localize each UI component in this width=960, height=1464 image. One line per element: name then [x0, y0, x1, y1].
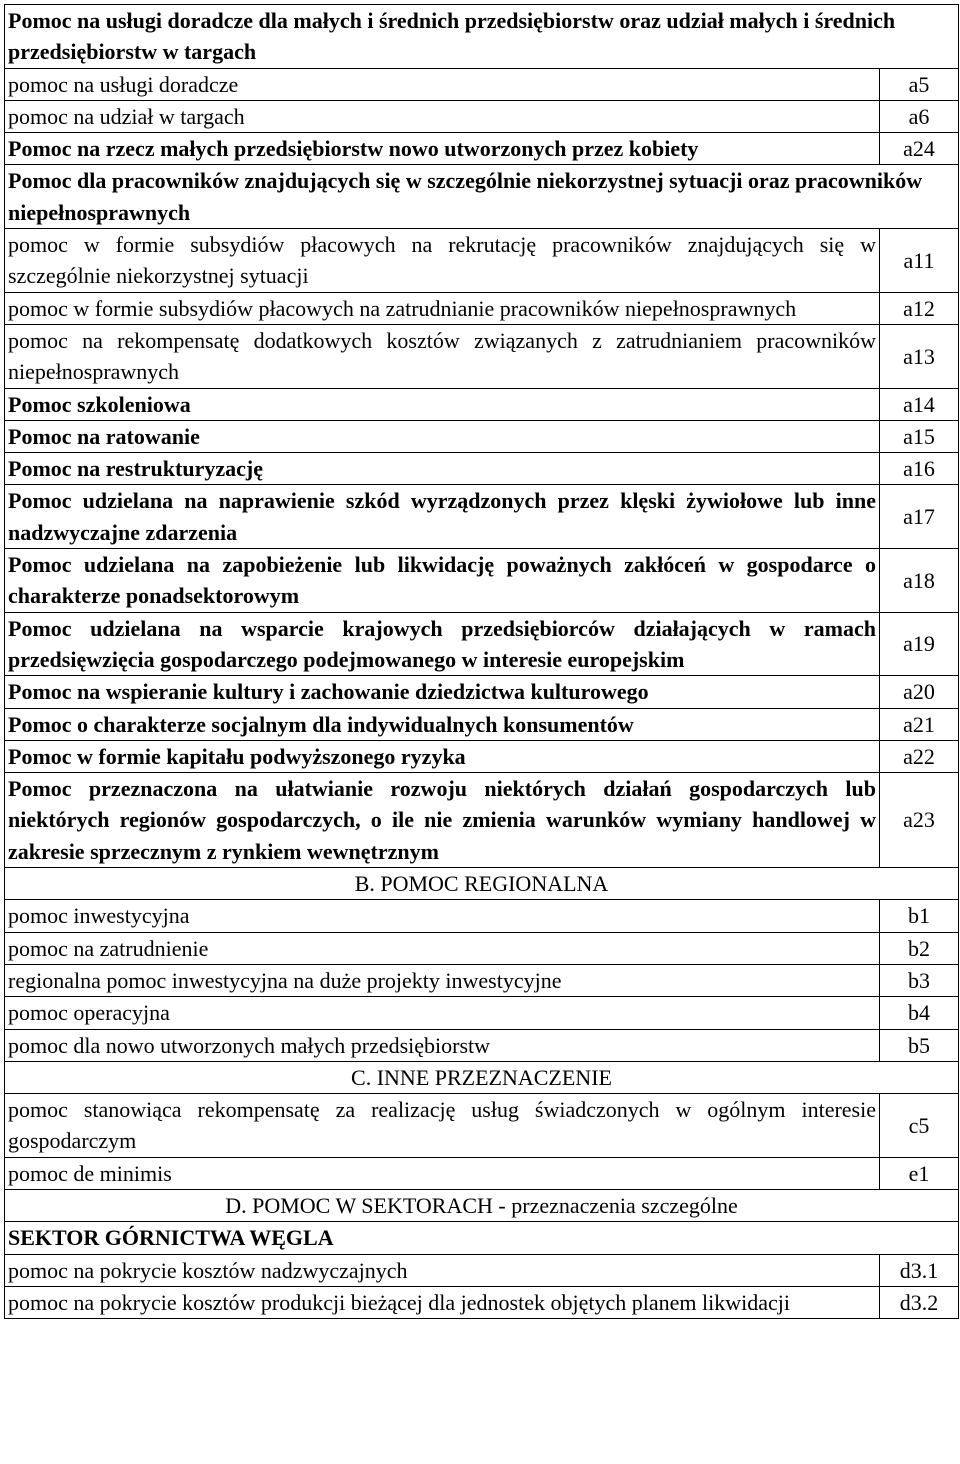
aid-code: e1: [880, 1157, 959, 1189]
aid-description: pomoc de minimis: [5, 1157, 880, 1189]
aid-purpose-table: [4, 4, 959, 1319]
aid-code: b3: [880, 964, 959, 996]
aid-description: pomoc w formie subsydiów płacowych na zatrudnianie pracowników niepełnosprawnych: [5, 292, 880, 324]
aid-row: [5, 740, 959, 772]
aid-code: a5: [880, 68, 959, 100]
aid-code: b4: [880, 997, 959, 1029]
aid-row: [5, 900, 959, 932]
aid-description: Pomoc przeznaczona na ułatwianie rozwoju niektórych działań gospodarczych lub niektórych regionów gospodarczych, o ile nie zmienia warunków wymiany handlowej w zakresie sprzecznym z rynkiem wewnętrznym: [5, 773, 880, 868]
aid-row: [5, 1222, 959, 1254]
section-title: D. POMOC W SEKTORACH - przeznaczenia szczególne: [5, 1189, 959, 1221]
aid-row: [5, 5, 959, 69]
aid-description: Pomoc szkoleniowa: [5, 388, 880, 420]
aid-code: a18: [880, 549, 959, 613]
aid-description: pomoc w formie subsydiów płacowych na rekrutację pracowników znajdujących się w szczególnie niekorzystnej sytuacji: [5, 229, 880, 293]
aid-row: [5, 1029, 959, 1061]
aid-description: Pomoc na rzecz małych przedsiębiorstw nowo utworzonych przez kobiety: [5, 133, 880, 165]
aid-description: pomoc operacyjna: [5, 997, 880, 1029]
aid-code: b5: [880, 1029, 959, 1061]
aid-row: [5, 68, 959, 100]
aid-description: Pomoc na restrukturyzację: [5, 453, 880, 485]
aid-code: a20: [880, 676, 959, 708]
aid-description: pomoc na rekompensatę dodatkowych kosztów związanych z zatrudnianiem pracowników niepełnosprawnych: [5, 324, 880, 388]
group-title: Pomoc dla pracowników znajdujących się w szczególnie niekorzystnej sytuacji oraz pracowników niepełnosprawnych: [5, 165, 959, 229]
aid-description: pomoc na usługi doradcze: [5, 68, 880, 100]
aid-description: Pomoc na wspieranie kultury i zachowanie dziedzictwa kulturowego: [5, 676, 880, 708]
aid-code: a13: [880, 324, 959, 388]
aid-code: a21: [880, 708, 959, 740]
aid-description: pomoc dla nowo utworzonych małych przedsiębiorstw: [5, 1029, 880, 1061]
aid-code: a22: [880, 740, 959, 772]
aid-code: a17: [880, 485, 959, 549]
aid-description: Pomoc o charakterze socjalnym dla indywidualnych konsumentów: [5, 708, 880, 740]
aid-code: d3.2: [880, 1286, 959, 1318]
aid-row: [5, 485, 959, 549]
aid-row: [5, 100, 959, 132]
section-header-row: [5, 868, 959, 900]
aid-description: Pomoc udzielana na zapobieżenie lub likwidację poważnych zakłóceń w gospodarce o charakterze ponadsektorowym: [5, 549, 880, 613]
aid-row: [5, 133, 959, 165]
aid-code: a15: [880, 420, 959, 452]
aid-row: [5, 964, 959, 996]
section-header-row: [5, 1061, 959, 1093]
aid-description: Pomoc na ratowanie: [5, 420, 880, 452]
aid-row: [5, 420, 959, 452]
aid-code: b2: [880, 932, 959, 964]
aid-row: [5, 708, 959, 740]
aid-row: [5, 932, 959, 964]
aid-code: c5: [880, 1094, 959, 1158]
aid-description: regionalna pomoc inwestycyjna na duże projekty inwestycyjne: [5, 964, 880, 996]
aid-row: [5, 324, 959, 388]
aid-code: a24: [880, 133, 959, 165]
aid-description: pomoc na zatrudnienie: [5, 932, 880, 964]
aid-description: pomoc na udział w targach: [5, 100, 880, 132]
aid-row: [5, 292, 959, 324]
aid-row: [5, 165, 959, 229]
aid-description: Pomoc w formie kapitału podwyższonego ryzyka: [5, 740, 880, 772]
group-title: Pomoc na usługi doradcze dla małych i średnich przedsiębiorstw oraz udział małych i średnich przedsiębiorstw w targach: [5, 5, 959, 69]
aid-description: pomoc na pokrycie kosztów nadzwyczajnych: [5, 1254, 880, 1286]
aid-code: d3.1: [880, 1254, 959, 1286]
aid-row: [5, 229, 959, 293]
aid-code: a19: [880, 612, 959, 676]
aid-code: a23: [880, 773, 959, 868]
aid-row: [5, 1254, 959, 1286]
aid-row: [5, 773, 959, 868]
aid-row: [5, 1157, 959, 1189]
aid-code: a14: [880, 388, 959, 420]
aid-row: [5, 612, 959, 676]
group-title: SEKTOR GÓRNICTWA WĘGLA: [5, 1222, 959, 1254]
aid-code: b1: [880, 900, 959, 932]
section-header-row: [5, 1189, 959, 1221]
aid-code: a11: [880, 229, 959, 293]
aid-description: pomoc stanowiąca rekompensatę za realizację usług świadczonych w ogólnym interesie gospodarczym: [5, 1094, 880, 1158]
section-title: B. POMOC REGIONALNA: [5, 868, 959, 900]
aid-description: Pomoc udzielana na naprawienie szkód wyrządzonych przez klęski żywiołowe lub inne nadzwyczajne zdarzenia: [5, 485, 880, 549]
aid-description: pomoc na pokrycie kosztów produkcji bieżącej dla jednostek objętych planem likwidacji: [5, 1286, 880, 1318]
aid-row: [5, 388, 959, 420]
section-title: C. INNE PRZEZNACZENIE: [5, 1061, 959, 1093]
aid-row: [5, 549, 959, 613]
aid-row: [5, 997, 959, 1029]
aid-description: Pomoc udzielana na wsparcie krajowych przedsiębiorców działających w ramach przedsięwzięcia gospodarczego podejmowanego w interesie europejskim: [5, 612, 880, 676]
aid-row: [5, 1094, 959, 1158]
aid-row: [5, 1286, 959, 1318]
aid-row: [5, 676, 959, 708]
aid-row: [5, 453, 959, 485]
aid-code: a16: [880, 453, 959, 485]
aid-code: a12: [880, 292, 959, 324]
aid-purpose-table-body: [5, 5, 959, 1319]
aid-description: pomoc inwestycyjna: [5, 900, 880, 932]
aid-code: a6: [880, 100, 959, 132]
